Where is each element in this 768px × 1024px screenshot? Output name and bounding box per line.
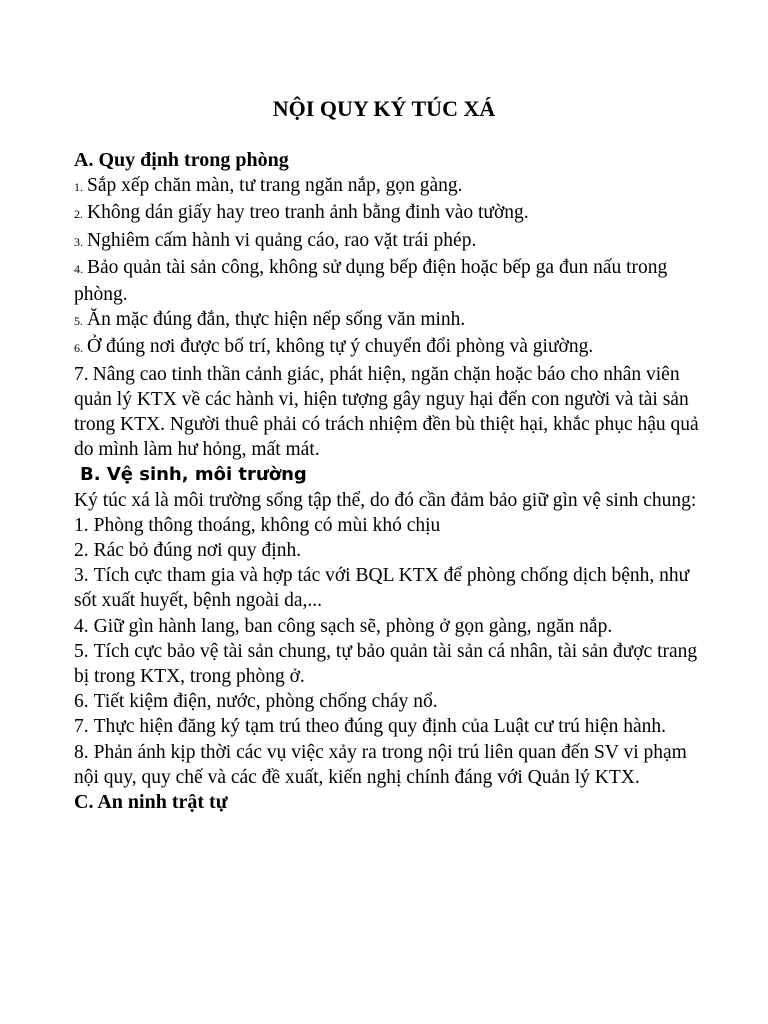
item-number: 4.: [74, 261, 83, 276]
item-number: 1.: [74, 514, 89, 536]
item-number: 5.: [74, 314, 83, 329]
section-a-heading: A. Quy định trong phòng: [74, 149, 289, 171]
document-title: NỘI QUY KÝ TÚC XÁ: [272, 96, 496, 121]
section-b-item-6: [74, 689, 714, 714]
item-text: Không dán giấy hay treo tranh ảnh bằng đinh vào tường.: [87, 202, 529, 224]
section-b-item-2: [74, 538, 714, 563]
item-number: 1.: [74, 180, 83, 195]
item-text: Tích cực tham gia và hợp tác với BQL KTX để phòng chống dịch bệnh, như sốt xuất huyết, bệnh ngoài da,...: [74, 565, 690, 612]
section-b-item-7: [74, 714, 714, 739]
item-number: 3.: [74, 234, 83, 249]
section-a-item-6: [74, 334, 714, 361]
item-number: 7.: [74, 363, 89, 385]
item-number: 2.: [74, 540, 89, 562]
item-number: 2.: [74, 207, 83, 222]
section-c-heading: C. An ninh trật tự: [74, 791, 228, 814]
section-a-item-5: [74, 307, 714, 334]
section-b-heading: B. Vệ sinh, môi trường: [80, 464, 307, 486]
section-b-item-1: [74, 513, 714, 538]
item-text: Phản ánh kịp thời các vụ việc xảy ra trong nội trú liên quan đến SV vi phạm nội quy, quy chế và các đề xuất, kiến nghị chính đáng với Quản lý KTX.: [74, 741, 687, 788]
item-text: Nghiêm cấm hành vi quảng cáo, rao vặt trái phép.: [87, 229, 477, 251]
item-number: 6.: [74, 691, 89, 713]
item-text: Sắp xếp chăn màn, tư trang ngăn nắp, gọn gàng.: [87, 175, 463, 197]
item-number: 8.: [74, 741, 89, 763]
item-text: Ăn mặc đúng đắn, thực hiện nếp sống văn minh.: [87, 309, 466, 331]
item-text: Tích cực bảo vệ tài sản chung, tự bảo quản tài sản cá nhân, tài sản được trang bị trong KTX, trong phòng ở.: [74, 640, 698, 688]
section-b-intro: Ký túc xá là môi trường sống tập thể, do đó cần đảm bảo giữ gìn vệ sinh chung:: [74, 489, 697, 511]
section-b-item-8: [74, 740, 714, 790]
item-text: Tiết kiệm điện, nước, phòng chống cháy nổ.: [93, 691, 438, 713]
item-number: 4.: [74, 615, 89, 637]
item-number: 3.: [74, 565, 89, 587]
item-number: 7.: [74, 716, 89, 738]
item-number: 6.: [74, 341, 83, 356]
section-a-item-2: [74, 200, 714, 227]
section-b-item-4: [74, 614, 714, 639]
item-number: 5.: [74, 640, 89, 662]
document-body: [74, 148, 714, 815]
item-text: Giữ gìn hành lang, ban công sạch sẽ, phòng ở gọn gàng, ngăn nắp.: [93, 615, 613, 637]
item-text: Bảo quản tài sản công, không sử dụng bếp điện hoặc bếp ga đun nấu trong phòng.: [74, 256, 668, 306]
item-text: Thực hiện đăng ký tạm trú theo đúng quy định của Luật cư trú hiện hành.: [93, 716, 667, 738]
section-b-item-3: [74, 563, 714, 613]
section-a-item-1: [74, 173, 714, 200]
section-a-item-7: [74, 362, 714, 463]
section-a-item-3: [74, 228, 714, 255]
section-b-item-5: [74, 639, 714, 689]
item-text: Phòng thông thoáng, không có mùi khó chịu: [93, 514, 441, 536]
item-text: Ở đúng nơi được bố trí, không tự ý chuyển đổi phòng và giường.: [87, 336, 594, 358]
item-text: Rác bỏ đúng nơi quy định.: [93, 540, 302, 562]
item-text: Nâng cao tinh thần cảnh giác, phát hiện, ngăn chặn hoặc báo cho nhân viên quản lý KTX về các hành vi, hiện tượng gây nguy hại đến con người và tài sản trong KTX. Người thuê phải có trách nhiệm đền bù thiệt hại, khắc phục hậu quả do mình làm hư hỏng, mất mát.: [74, 363, 699, 461]
section-a-item-4: [74, 255, 714, 307]
